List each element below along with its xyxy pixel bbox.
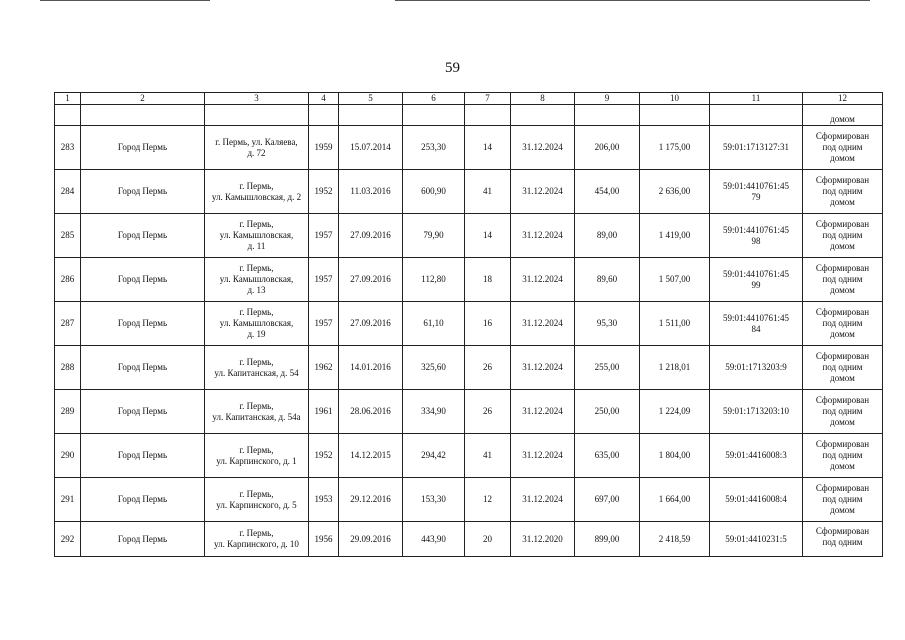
status-line: под одним: [822, 142, 863, 152]
table-row: [55, 258, 883, 302]
cost-cell: 1 224,09: [640, 390, 710, 434]
cadastral-number-cell: [710, 258, 803, 302]
address-line: д. 72: [247, 147, 266, 158]
status-line: домом: [830, 197, 855, 207]
date-cell: 29.12.2016: [339, 478, 403, 522]
status-line: домом: [830, 241, 855, 251]
status-line: домом: [830, 461, 855, 471]
cadastral-line: 59:01:4416008:4: [725, 494, 787, 504]
area-cell: 325,60: [403, 346, 465, 390]
address-line: г. Пермь,: [239, 528, 274, 538]
cadastral-number-cell: [710, 126, 803, 170]
column-number-header: 6: [403, 93, 465, 105]
municipality-cell: Город Пермь: [81, 170, 205, 214]
cadastral-number-cell: [710, 346, 803, 390]
status-line: Сформирован: [815, 395, 870, 405]
cadastral-line: 59:01:4410761:45: [722, 180, 789, 191]
cost-cell: 1 175,00: [640, 126, 710, 170]
area-cell: 61,10: [403, 302, 465, 346]
housing-registry-table: [54, 92, 883, 557]
status-line: Сформирован: [815, 131, 870, 141]
area-cell: 112,80: [403, 258, 465, 302]
status-line: под одним: [822, 230, 863, 240]
column-number-header: 4: [309, 93, 339, 105]
row-number-cell: 289: [55, 390, 81, 434]
cadastral-line: 79: [751, 191, 761, 202]
area-cell: 600,90: [403, 170, 465, 214]
year-cell: 1957: [309, 214, 339, 258]
year-cell: 1953: [309, 478, 339, 522]
land-area-cell: 255,00: [575, 346, 640, 390]
cadastral-number-cell: [710, 478, 803, 522]
address-line: д. 11: [247, 241, 266, 251]
cadastral-number-cell: [710, 170, 803, 214]
deadline-cell: 31.12.2024: [511, 214, 575, 258]
year-cell: 1957: [309, 302, 339, 346]
cadastral-line: 59:01:1713203:9: [725, 362, 787, 372]
deadline-cell: 31.12.2024: [511, 126, 575, 170]
address-line: г. Пермь,: [239, 356, 274, 367]
address-line: ул. Карпинского, д. 5: [216, 499, 297, 510]
address-cell: [205, 258, 309, 302]
page-number: 59: [445, 60, 460, 76]
year-cell: 1959: [309, 126, 339, 170]
municipality-cell: Город Пермь: [81, 478, 205, 522]
column-number-header: 8: [511, 93, 575, 105]
cost-cell: 2 418,59: [640, 522, 710, 557]
column-number-header: 1: [55, 93, 81, 105]
deadline-cell: 31.12.2024: [511, 478, 575, 522]
land-area-cell: 89,60: [575, 258, 640, 302]
date-cell: 29.09.2016: [339, 522, 403, 557]
table-row: [55, 126, 883, 170]
cadastral-line: 84: [751, 323, 761, 334]
status-cell: [803, 302, 883, 346]
date-cell: 14.01.2016: [339, 346, 403, 390]
municipality-cell: Город Пермь: [81, 214, 205, 258]
cadastral-line: 59:01:4410761:45: [722, 224, 789, 235]
address-cell: [205, 478, 309, 522]
cost-cell: 1 664,00: [640, 478, 710, 522]
cadastral-line: 59:01:1713127:31: [722, 142, 789, 152]
column-number-header: 9: [575, 93, 640, 105]
status-cell: [803, 522, 883, 557]
address-line: ул. Карпинского, д. 10: [214, 539, 299, 549]
address-line: г. Пермь,: [239, 400, 274, 411]
status-line: Сформирован: [815, 439, 870, 449]
status-line: Сформирован: [815, 351, 870, 361]
residents-cell: 41: [465, 170, 511, 214]
land-area-cell: 206,00: [575, 126, 640, 170]
table-row: [55, 522, 883, 557]
table-row: [55, 478, 883, 522]
row-number-cell: 285: [55, 214, 81, 258]
column-number-header: 11: [710, 93, 803, 105]
deadline-cell: 31.12.2024: [511, 170, 575, 214]
status-line: домом: [830, 329, 855, 339]
address-line: г. Пермь, ул. Каляева,: [215, 136, 298, 147]
column-number-header: 3: [205, 93, 309, 105]
cadastral-number-cell: [710, 434, 803, 478]
address-line: г. Пермь,: [239, 263, 274, 273]
column-number-header-row: [55, 93, 883, 105]
status-cell: [803, 434, 883, 478]
cadastral-line: 59:01:4410761:45: [722, 268, 789, 279]
address-line: ул. Карпинского, д. 1: [216, 455, 297, 466]
deadline-cell: 31.12.2024: [511, 346, 575, 390]
status-line: под одним: [822, 318, 863, 328]
status-cell: [803, 170, 883, 214]
residents-cell: 26: [465, 390, 511, 434]
residents-cell: 14: [465, 126, 511, 170]
area-cell: 79,90: [403, 214, 465, 258]
area-cell: 334,90: [403, 390, 465, 434]
residents-cell: 41: [465, 434, 511, 478]
area-cell: 443,90: [403, 522, 465, 557]
address-cell: [205, 346, 309, 390]
residents-cell: 16: [465, 302, 511, 346]
year-cell: 1957: [309, 258, 339, 302]
residents-cell: 12: [465, 478, 511, 522]
cost-cell: 1 507,00: [640, 258, 710, 302]
address-cell: [205, 126, 309, 170]
status-cell: [803, 126, 883, 170]
address-line: ул. Камышловская, д. 2: [211, 191, 302, 202]
address-line: г. Пермь,: [239, 307, 274, 317]
row-number-cell: 287: [55, 302, 81, 346]
status-cell: [803, 214, 883, 258]
land-area-cell: 95,30: [575, 302, 640, 346]
land-area-cell: 635,00: [575, 434, 640, 478]
column-number-header: 10: [640, 93, 710, 105]
table-row: [55, 346, 883, 390]
continuation-row: [55, 105, 883, 126]
municipality-cell: Город Пермь: [81, 390, 205, 434]
residents-cell: 26: [465, 346, 511, 390]
status-line: Сформирован: [815, 263, 870, 273]
status-line: домом: [830, 505, 855, 515]
column-number-header: 5: [339, 93, 403, 105]
cadastral-line: 59:01:4410231:5: [725, 533, 787, 544]
year-cell: 1961: [309, 390, 339, 434]
cost-cell: 1 511,00: [640, 302, 710, 346]
address-cell: [205, 170, 309, 214]
cadastral-line: 59:01:1713203:10: [722, 406, 789, 416]
municipality-cell: Город Пермь: [81, 522, 205, 557]
status-line: под одним: [822, 362, 863, 372]
address-cell: [205, 302, 309, 346]
status-line: Сформирован: [815, 483, 870, 493]
municipality-cell: Город Пермь: [81, 126, 205, 170]
land-area-cell: 899,00: [575, 522, 640, 557]
deadline-cell: 31.12.2020: [511, 522, 575, 557]
status-cell: [803, 478, 883, 522]
status-line: Сформирован: [815, 526, 870, 536]
cost-cell: 2 636,00: [640, 170, 710, 214]
status-line: Сформирован: [815, 175, 870, 185]
land-area-cell: 89,00: [575, 214, 640, 258]
year-cell: 1952: [309, 434, 339, 478]
cadastral-number-cell: [710, 302, 803, 346]
date-cell: 27.09.2016: [339, 302, 403, 346]
address-line: д. 13: [247, 285, 266, 295]
row-number-cell: 284: [55, 170, 81, 214]
deadline-cell: 31.12.2024: [511, 302, 575, 346]
residents-cell: 18: [465, 258, 511, 302]
cost-cell: 1 419,00: [640, 214, 710, 258]
land-area-cell: 697,00: [575, 478, 640, 522]
column-number-header: 12: [803, 93, 883, 105]
deadline-cell: 31.12.2024: [511, 390, 575, 434]
cadastral-number-cell: [710, 522, 803, 557]
status-cell: [803, 258, 883, 302]
row-number-cell: 290: [55, 434, 81, 478]
status-line: домом: [830, 153, 855, 163]
scan-edge-line-right: [395, 0, 870, 1]
municipality-cell: Город Пермь: [81, 258, 205, 302]
cadastral-number-cell: [710, 214, 803, 258]
address-line: д. 19: [247, 329, 266, 339]
residents-cell: 14: [465, 214, 511, 258]
residents-cell: 20: [465, 522, 511, 557]
municipality-cell: Город Пермь: [81, 346, 205, 390]
municipality-cell: Город Пермь: [81, 434, 205, 478]
address-cell: [205, 214, 309, 258]
date-cell: 14.12.2015: [339, 434, 403, 478]
area-cell: 253,30: [403, 126, 465, 170]
year-cell: 1952: [309, 170, 339, 214]
date-cell: 15.07.2014: [339, 126, 403, 170]
table-row: [55, 170, 883, 214]
table-row: [55, 302, 883, 346]
cadastral-line: 99: [751, 279, 761, 290]
address-line: ул. Капитанская, д. 54а: [212, 411, 301, 422]
status-line: под одним: [822, 406, 863, 416]
column-number-header: 2: [81, 93, 205, 105]
column-number-header: 7: [465, 93, 511, 105]
deadline-cell: 31.12.2024: [511, 434, 575, 478]
row-number-cell: 286: [55, 258, 81, 302]
land-area-cell: 454,00: [575, 170, 640, 214]
status-line: под одним: [822, 537, 863, 547]
address-line: г. Пермь,: [239, 488, 274, 499]
status-line: под одним: [822, 186, 863, 196]
address-line: г. Пермь,: [239, 180, 274, 191]
status-cell: [803, 390, 883, 434]
address-cell: [205, 434, 309, 478]
cost-cell: 1 804,00: [640, 434, 710, 478]
address-cell: [205, 522, 309, 557]
area-cell: 153,30: [403, 478, 465, 522]
date-cell: 27.09.2016: [339, 214, 403, 258]
date-cell: 11.03.2016: [339, 170, 403, 214]
row-number-cell: 283: [55, 126, 81, 170]
scan-edge-line-left: [40, 0, 210, 1]
year-cell: 1962: [309, 346, 339, 390]
table-row: [55, 434, 883, 478]
address-cell: [205, 390, 309, 434]
status-line: домом: [830, 373, 855, 383]
table-row: [55, 214, 883, 258]
land-area-cell: 250,00: [575, 390, 640, 434]
status-line: домом: [830, 417, 855, 427]
year-cell: 1956: [309, 522, 339, 557]
cadastral-line: 59:01:4410761:45: [722, 312, 789, 323]
address-line: ул. Камышловская,: [219, 318, 294, 328]
row-number-cell: 292: [55, 522, 81, 557]
address-line: ул. Капитанская, д. 54: [214, 367, 299, 378]
area-cell: 294,42: [403, 434, 465, 478]
status-cell: [803, 346, 883, 390]
status-line: Сформирован: [815, 307, 870, 317]
address-line: г. Пермь,: [239, 219, 274, 229]
table-row: [55, 390, 883, 434]
status-cell: домом: [803, 105, 883, 126]
status-line: под одним: [822, 274, 863, 284]
status-line: Сформирован: [815, 219, 870, 229]
date-cell: 27.09.2016: [339, 258, 403, 302]
municipality-cell: Город Пермь: [81, 302, 205, 346]
row-number-cell: 288: [55, 346, 81, 390]
cadastral-number-cell: [710, 390, 803, 434]
row-number-cell: 291: [55, 478, 81, 522]
status-line: домом: [830, 285, 855, 295]
cadastral-line: 98: [751, 235, 761, 246]
status-line: под одним: [822, 494, 863, 504]
cost-cell: 1 218,01: [640, 346, 710, 390]
date-cell: 28.06.2016: [339, 390, 403, 434]
address-line: ул. Камышловская,: [219, 274, 294, 284]
address-line: г. Пермь,: [239, 444, 274, 455]
cadastral-line: 59:01:4416008:3: [725, 450, 787, 460]
deadline-cell: 31.12.2024: [511, 258, 575, 302]
status-line: под одним: [822, 450, 863, 460]
address-line: ул. Камышловская,: [219, 230, 294, 240]
